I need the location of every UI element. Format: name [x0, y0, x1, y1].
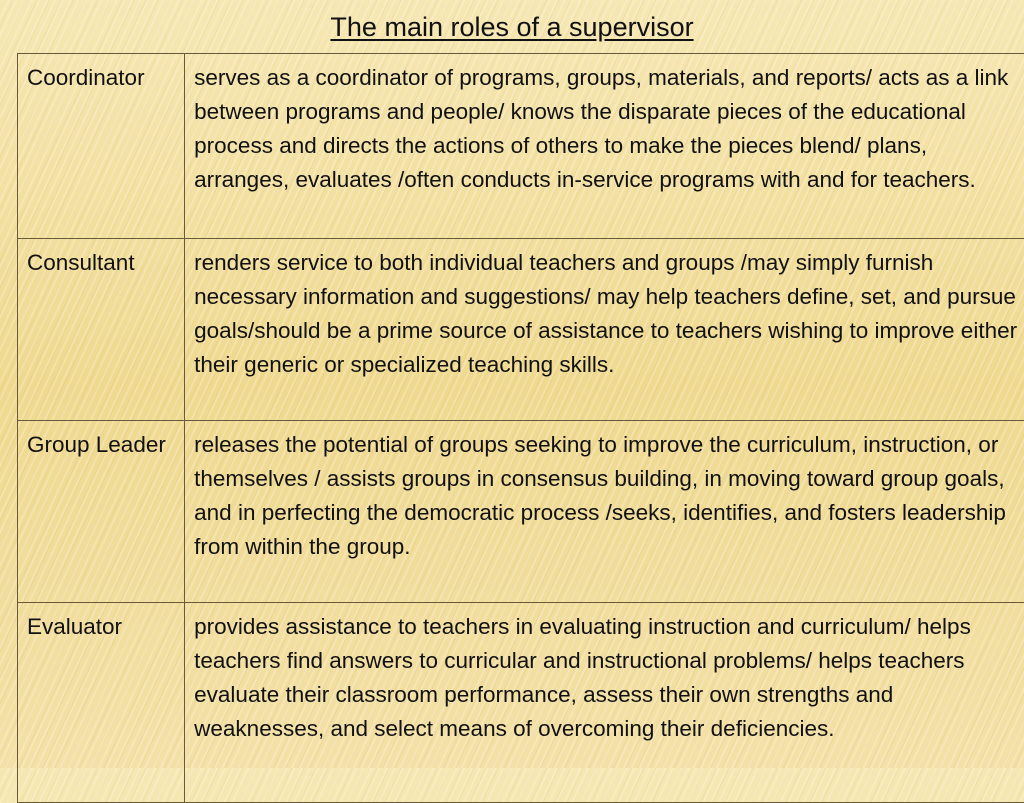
role-description-group-leader: releases the potential of groups seeking to improve the curriculum, instruction, or themselves / assists groups in consensus building, in moving toward group goals, and in perfecting the democratic process /seeks, identifies, and fosters leadership from within the group.: [185, 421, 1024, 603]
role-description-coordinator: serves as a coordinator of programs, groups, materials, and reports/ acts as a link between programs and people/ knows the disparate pieces of the educational process and directs the actions of others to make the pieces blend/ plans, arranges, evaluates /often conducts in-service programs with and for teachers.: [185, 54, 1024, 239]
role-name-consultant: Consultant: [18, 239, 185, 421]
table-row: [18, 421, 1024, 603]
table-row: [18, 239, 1024, 421]
page-title: The main roles of a supervisor: [0, 10, 1024, 44]
role-name-evaluator: Evaluator: [18, 603, 185, 803]
role-description-evaluator: provides assistance to teachers in evaluating instruction and curriculum/ helps teachers find answers to curricular and instructional problems/ helps teachers evaluate their classroom performance, assess their own strengths and weaknesses, and select means of overcoming their deficiencies.: [185, 603, 1024, 803]
table-row: [18, 603, 1024, 803]
roles-table: [17, 53, 1024, 803]
role-name-group-leader: Group Leader: [18, 421, 185, 603]
role-name-coordinator: Coordinator: [18, 54, 185, 239]
table-row: [18, 54, 1024, 239]
role-description-consultant: renders service to both individual teachers and groups /may simply furnish necessary information and suggestions/ may help teachers define, set, and pursue goals/should be a prime source of assistance to teachers wishing to improve either their generic or specialized teaching skills.: [185, 239, 1024, 421]
